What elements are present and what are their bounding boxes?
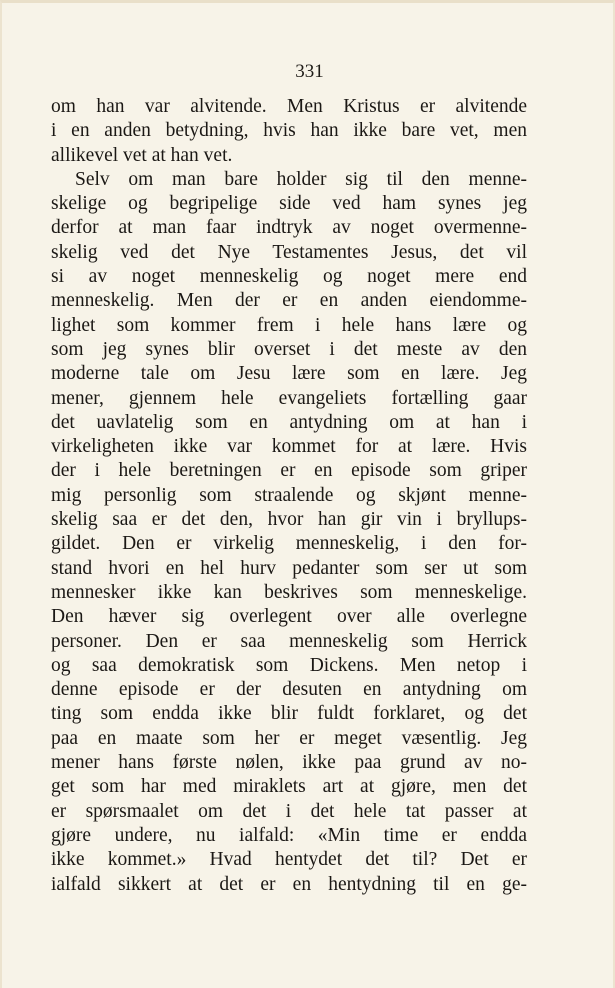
text-line: si av noget menneskelig og noget mere end <box>51 266 527 288</box>
text-line: skelig ved det Nye Testamentes Jesus, det vil <box>51 241 527 263</box>
text-line: skelig saa er det den, hvor han gir vin i bryllups- <box>51 509 527 531</box>
text-line: Selv om man bare holder sig til den menne- <box>75 168 527 190</box>
text-line: mener hans første nølen, ikke paa grund av no- <box>51 752 527 774</box>
text-line: ting som endda ikke blir fuldt forklaret, og det <box>51 703 527 725</box>
text-line: personer. Den er saa menneskelig som Herrick <box>51 630 527 652</box>
text-line: mennesker ikke kan beskrives som menneskelige. <box>51 581 527 603</box>
text-line: get som har med miraklets art at gjøre, men det <box>51 776 527 798</box>
text-line: Den hæver sig overlegent over alle overlegne <box>51 606 527 628</box>
body-text <box>51 95 527 897</box>
text-line: skelige og begripelige side ved ham synes jeg <box>51 193 527 215</box>
text-line: moderne tale om Jesu lære som en lære. Jeg <box>51 363 527 385</box>
text-line: i en anden betydning, hvis han ikke bare vet, men <box>51 120 527 142</box>
text-line: denne episode er der desuten en antydning om <box>51 679 527 701</box>
text-line: som jeg synes blir overset i det meste av den <box>51 338 527 360</box>
text-line: mener, gjennem hele evangeliets fortælling gaar <box>51 387 527 409</box>
text-line: paa en maate som her er meget væsentlig. Jeg <box>51 727 527 749</box>
text-line: gildet. Den er virkelig menneskelig, i den for- <box>51 533 527 555</box>
text-line: ialfald sikkert at det er en hentydning til en ge- <box>51 873 527 895</box>
text-line: om han var alvitende. Men Kristus er alvitende <box>51 96 527 117</box>
text-line: stand hvori en hel hurv pedanter som ser ut som <box>51 557 527 579</box>
text-line: og saa demokratisk som Dickens. Men netop i <box>51 654 527 676</box>
page-number: 331 <box>295 61 324 82</box>
text-line: menneskelig. Men der er en anden eiendomme- <box>51 290 527 312</box>
text-line: er spørsmaalet om det i det hele tat passer at <box>51 800 527 822</box>
text-line: ikke kommet.» Hvad hentydet det til? Det er <box>51 849 527 871</box>
text-line: lighet som kommer frem i hele hans lære og <box>51 314 527 336</box>
text-line: mig personlig som straalende og skjønt menne- <box>51 484 527 506</box>
text-line: allikevel vet at han vet. <box>51 144 233 166</box>
text-line: derfor at man faar indtryk av noget overmenne- <box>51 217 527 239</box>
text-line: virkeligheten ikke var kommet for at lære. Hvis <box>51 436 527 458</box>
text-line: det uavlatelig som en antydning om at han i <box>51 411 527 433</box>
text-line: der i hele beretningen er en episode som griper <box>51 460 527 482</box>
text-line: gjøre undere, nu ialfald: «Min time er endda <box>51 824 527 846</box>
